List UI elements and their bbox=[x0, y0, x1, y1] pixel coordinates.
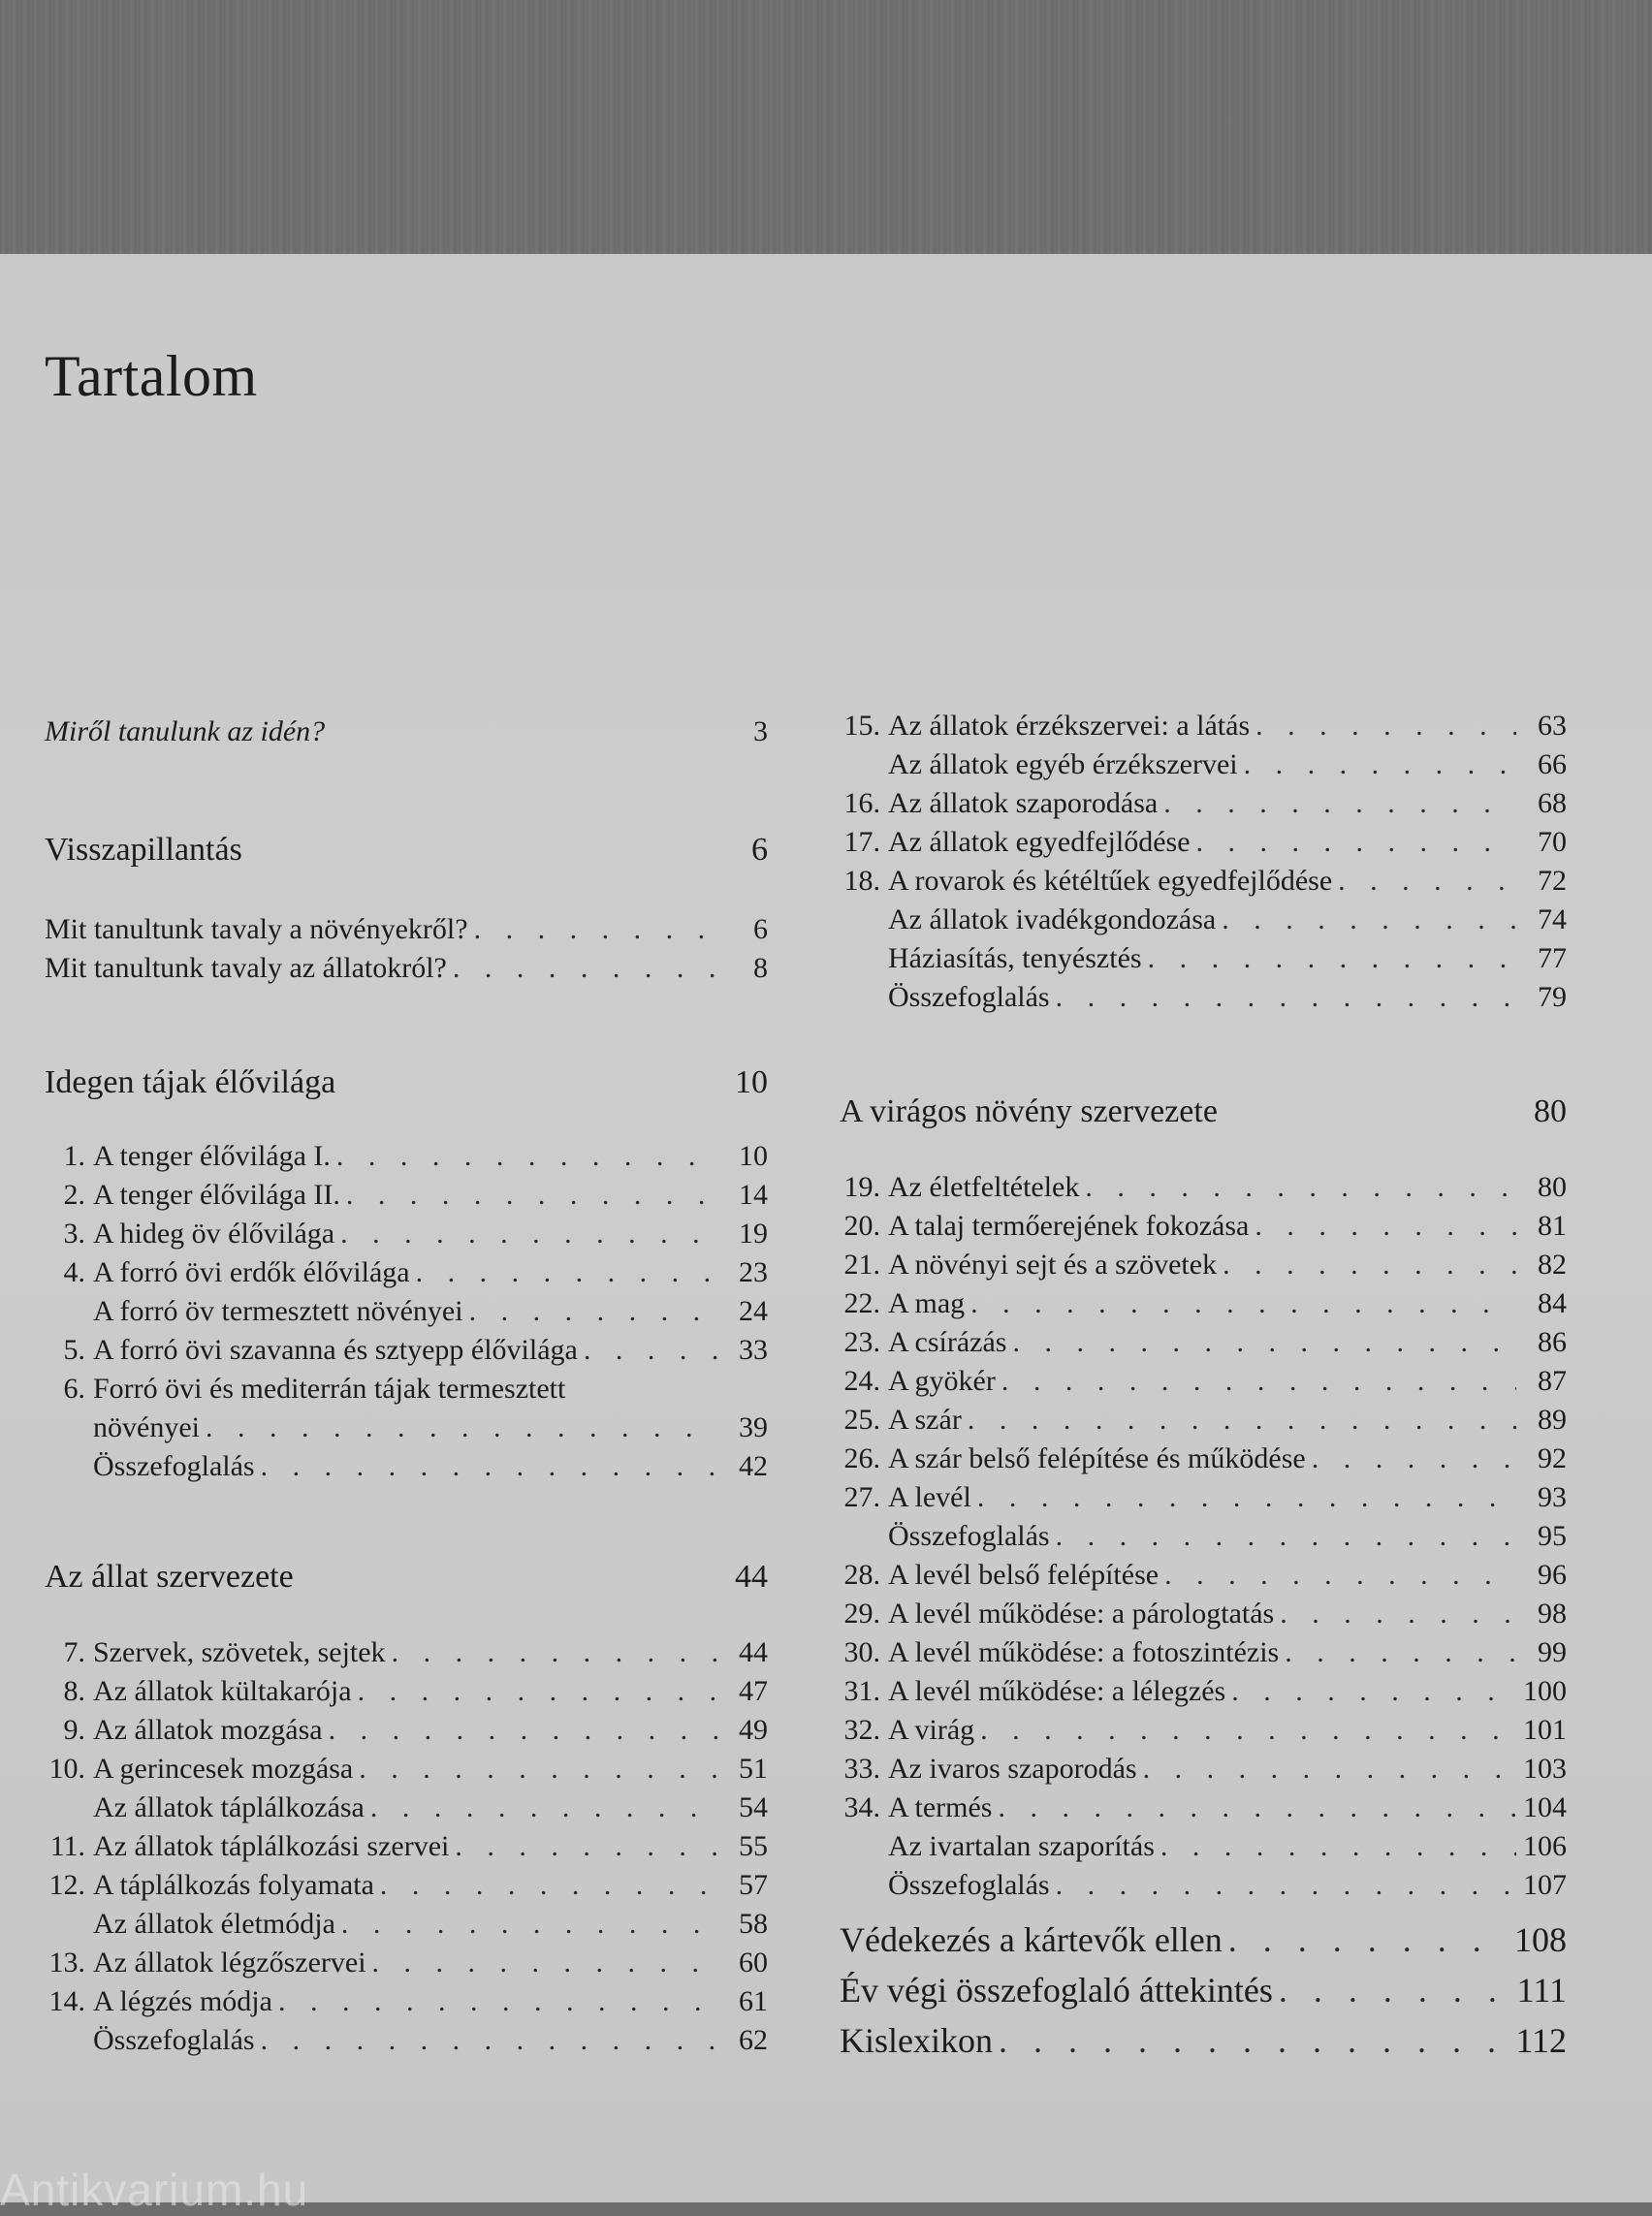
toc-entry-label: A talaj termőerejének fokozása bbox=[888, 1210, 1250, 1242]
toc-entry-label: Az állatok táplálkozása bbox=[93, 1791, 365, 1823]
toc-entry bbox=[35, 2024, 768, 2063]
toc-page-number: 33 bbox=[739, 1334, 768, 1366]
toc-page-number: 99 bbox=[1538, 1636, 1567, 1668]
toc-page-number: 39 bbox=[739, 1411, 768, 1443]
toc-entry-label: Az ivaros szaporodás bbox=[888, 1753, 1137, 1785]
toc-page-number: 103 bbox=[1523, 1753, 1567, 1785]
toc-page-number: 111 bbox=[1516, 1971, 1567, 2010]
chapter-number: 1. bbox=[63, 1140, 85, 1172]
toc-entry bbox=[830, 865, 1567, 903]
toc-page-number: 79 bbox=[1538, 981, 1567, 1013]
toc-page-number: 106 bbox=[1523, 1830, 1567, 1862]
dot-leader bbox=[1160, 1830, 1516, 1863]
toc-entry bbox=[35, 1908, 768, 1947]
toc-page-number: 93 bbox=[1538, 1481, 1567, 1513]
toc-entry-label: Az állatok mozgása bbox=[93, 1714, 323, 1746]
dot-leader bbox=[1056, 981, 1516, 1014]
dot-leader bbox=[1163, 787, 1516, 820]
toc-entry bbox=[830, 1714, 1567, 1753]
toc-page-number: 10 bbox=[739, 1140, 768, 1172]
toc-entry-label: Mit tanultunk tavaly az állatokról? bbox=[45, 952, 447, 984]
dot-leader bbox=[474, 913, 717, 946]
dot-leader bbox=[329, 1714, 717, 1747]
chapter-number: 22. bbox=[843, 1287, 880, 1319]
dot-leader bbox=[1056, 1869, 1516, 1902]
toc-page-number: 6 bbox=[751, 832, 768, 868]
toc-entry-label: A virág bbox=[888, 1714, 975, 1746]
toc-entry-label: Kislexikon bbox=[840, 2021, 993, 2060]
toc-page-number: 92 bbox=[1538, 1442, 1567, 1474]
toc-entry bbox=[830, 1636, 1567, 1675]
toc-entry-label: Összefoglalás bbox=[888, 1869, 1050, 1901]
chapter-number: 30. bbox=[843, 1636, 880, 1668]
toc-entry-label: A hideg öv élővilága bbox=[93, 1218, 335, 1250]
dot-leader bbox=[340, 1218, 717, 1250]
dot-leader bbox=[359, 1753, 717, 1786]
dot-leader bbox=[1148, 942, 1516, 975]
chapter-number: 21. bbox=[843, 1249, 880, 1281]
toc-entry-label: Az állatok táplálkozási szervei bbox=[93, 1830, 450, 1862]
dot-leader bbox=[1143, 1753, 1516, 1786]
toc-entry-label: Összefoglalás bbox=[888, 981, 1050, 1013]
chapter-number: 7. bbox=[63, 1636, 85, 1668]
chapter-number: 34. bbox=[843, 1791, 880, 1823]
toc-entry bbox=[830, 1675, 1567, 1714]
toc-entry bbox=[830, 1791, 1567, 1830]
toc-entry bbox=[35, 1140, 768, 1179]
dot-leader bbox=[968, 1404, 1516, 1437]
chapter-number: 16. bbox=[843, 787, 880, 819]
toc-entry-label: A virágos növény szervezete bbox=[840, 1093, 1218, 1129]
toc-entry-label: Év végi összefoglaló áttekintés bbox=[840, 1971, 1273, 2010]
toc-entry bbox=[830, 1481, 1567, 1520]
chapter-number: 24. bbox=[843, 1365, 880, 1397]
toc-entry-label: Idegen tájak élővilága bbox=[45, 1064, 336, 1100]
toc-entry bbox=[35, 1295, 768, 1334]
toc-entry bbox=[830, 1326, 1567, 1365]
dot-leader bbox=[1164, 1559, 1516, 1592]
toc-entry-label: A szár belső felépítése és működése bbox=[888, 1442, 1306, 1474]
chapter-number: 3. bbox=[63, 1218, 85, 1250]
toc-entry-label: A forró övi szavanna és sztyepp élővilága bbox=[93, 1334, 578, 1366]
toc-page-number: 3 bbox=[753, 715, 768, 747]
toc-entry-label: A levél működése: a párologtatás bbox=[888, 1598, 1275, 1630]
toc-entry bbox=[35, 1714, 768, 1753]
dot-leader bbox=[1223, 1249, 1516, 1282]
toc-page-number: 60 bbox=[739, 1947, 768, 1979]
chapter-number: 6. bbox=[63, 1373, 85, 1405]
chapter-number: 31. bbox=[843, 1675, 880, 1707]
page-title: Tartalom bbox=[45, 344, 258, 408]
toc-entry-label: Az ivartalan szaporítás bbox=[888, 1830, 1155, 1862]
dot-leader bbox=[1312, 1442, 1516, 1475]
toc-entry bbox=[830, 1249, 1567, 1287]
toc-entry-label: Az állatok életmódja bbox=[93, 1908, 335, 1940]
toc-entry bbox=[830, 1210, 1567, 1249]
toc-entry bbox=[830, 903, 1567, 942]
toc-page-number: 86 bbox=[1538, 1326, 1567, 1358]
toc-page-number: 82 bbox=[1538, 1249, 1567, 1281]
toc-entry-label: Szervek, szövetek, sejtek bbox=[93, 1636, 386, 1668]
toc-entry-label: A légzés módja bbox=[93, 1985, 272, 2017]
toc-entry-label: Összefoglalás bbox=[93, 1450, 255, 1482]
toc-entry bbox=[35, 1218, 768, 1256]
toc-entry-label: A gerincesek mozgása bbox=[93, 1753, 354, 1785]
toc-page-number: 44 bbox=[735, 1559, 768, 1595]
toc-entry bbox=[830, 1520, 1567, 1559]
toc-page-number: 107 bbox=[1523, 1869, 1567, 1901]
toc-entry bbox=[830, 1171, 1567, 1210]
toc-entry-label: A forró öv termesztett növényei bbox=[93, 1295, 463, 1327]
toc-entry-label: Védekezés a kártevők ellen bbox=[840, 1920, 1223, 1959]
toc-page-number: 77 bbox=[1538, 942, 1567, 974]
chapter-number: 14. bbox=[48, 1985, 85, 2017]
toc-entry bbox=[830, 942, 1567, 981]
toc-entry-major bbox=[840, 2020, 1567, 2059]
book-page bbox=[0, 254, 1652, 2215]
toc-entry bbox=[35, 1830, 768, 1869]
chapter-number: 26. bbox=[843, 1442, 880, 1474]
toc-page-number: 70 bbox=[1538, 826, 1567, 858]
toc-entry bbox=[35, 1636, 768, 1675]
dot-leader bbox=[1244, 748, 1516, 781]
toc-entry-label: A levél belső felépítése bbox=[888, 1559, 1160, 1591]
watermark-text: Antikvarium.hu bbox=[0, 2165, 309, 2215]
toc-page-number: 54 bbox=[739, 1791, 768, 1823]
toc-page-number: 80 bbox=[1534, 1093, 1567, 1129]
toc-entry bbox=[830, 1830, 1567, 1869]
dot-leader bbox=[453, 952, 717, 985]
chapter-number: 8. bbox=[63, 1675, 85, 1707]
toc-entry bbox=[830, 1287, 1567, 1326]
toc-entry bbox=[35, 1179, 768, 1218]
toc-page-number: 74 bbox=[1538, 903, 1567, 935]
toc-entry-label: A termés bbox=[888, 1791, 993, 1823]
chapter-number: 28. bbox=[843, 1559, 880, 1591]
toc-page-number: 51 bbox=[739, 1753, 768, 1785]
chapter-number: 29. bbox=[843, 1598, 880, 1630]
dot-leader bbox=[970, 1287, 1516, 1320]
toc-entry-label: Háziasítás, tenyésztés bbox=[888, 942, 1142, 974]
dot-leader bbox=[999, 2020, 1509, 2061]
chapter-number: 19. bbox=[843, 1171, 880, 1203]
chapter-number: 5. bbox=[63, 1334, 85, 1366]
dot-leader bbox=[1085, 1171, 1516, 1204]
toc-page-number: 49 bbox=[739, 1714, 768, 1746]
dot-leader bbox=[1228, 1919, 1509, 1960]
toc-page-number: 101 bbox=[1523, 1714, 1567, 1746]
toc-page-number: 62 bbox=[739, 2024, 768, 2056]
toc-page-number: 42 bbox=[739, 1450, 768, 1482]
toc-entry-label: növényei bbox=[93, 1411, 200, 1443]
dot-leader bbox=[1012, 1326, 1516, 1359]
dot-leader bbox=[1222, 903, 1516, 936]
dot-leader bbox=[1338, 865, 1516, 898]
toc-entry-label: Az állatok ivadékgondozása bbox=[888, 903, 1217, 935]
toc-section-heading bbox=[840, 1093, 1567, 1132]
chapter-number: 15. bbox=[843, 710, 880, 742]
toc-entry bbox=[35, 1373, 768, 1411]
dot-leader bbox=[336, 1140, 717, 1173]
toc-entry bbox=[830, 1404, 1567, 1442]
dot-leader bbox=[1001, 1365, 1516, 1398]
toc-entry bbox=[830, 787, 1567, 826]
dot-leader bbox=[1056, 1520, 1516, 1553]
toc-page-number: 112 bbox=[1515, 2021, 1567, 2060]
toc-entry bbox=[35, 1985, 768, 2024]
toc-entry bbox=[35, 1675, 768, 1714]
toc-entry-major bbox=[840, 1919, 1567, 1958]
toc-entry bbox=[45, 952, 768, 991]
toc-entry bbox=[35, 1411, 768, 1450]
dot-leader bbox=[1285, 1636, 1516, 1669]
toc-entry-label: A szár bbox=[888, 1404, 962, 1436]
chapter-number: 25. bbox=[843, 1404, 880, 1436]
toc-entry-label: Az állat szervezete bbox=[45, 1559, 294, 1595]
toc-entry bbox=[35, 1334, 768, 1373]
toc-entry-label: Az életfeltételek bbox=[888, 1171, 1080, 1203]
toc-entry-label: A táplálkozás folyamata bbox=[93, 1869, 374, 1901]
toc-page-number: 84 bbox=[1538, 1287, 1567, 1319]
toc-entry-label: Az állatok szaporodása bbox=[888, 787, 1159, 819]
toc-entry bbox=[830, 1753, 1567, 1791]
toc-entry bbox=[35, 1753, 768, 1791]
toc-entry-label: Mit tanultunk tavaly a növényekről? bbox=[45, 913, 468, 945]
chapter-number: 17. bbox=[843, 826, 880, 858]
toc-entry-label: A forró övi erdők élővilága bbox=[93, 1256, 410, 1288]
toc-section-heading bbox=[45, 1559, 768, 1598]
toc-page-number: 6 bbox=[753, 913, 768, 945]
toc-entry-label: Az állatok egyéb érzékszervei bbox=[888, 748, 1238, 780]
chapter-number: 10. bbox=[48, 1753, 85, 1785]
toc-entry bbox=[830, 1869, 1567, 1908]
toc-page-number: 68 bbox=[1538, 787, 1567, 819]
chapter-number: 11. bbox=[49, 1830, 85, 1862]
toc-entry-label: Visszapillantás bbox=[45, 832, 242, 868]
toc-page-number: 24 bbox=[739, 1295, 768, 1327]
dot-leader bbox=[1279, 1970, 1511, 2010]
dot-leader bbox=[380, 1869, 717, 1902]
toc-section-heading bbox=[45, 1064, 768, 1103]
dot-leader bbox=[206, 1411, 717, 1444]
chapter-number: 27. bbox=[843, 1481, 880, 1513]
toc-entry-label: Forró övi és mediterrán tájak termesztett bbox=[93, 1373, 566, 1405]
toc-entry-label: A mag bbox=[888, 1287, 966, 1319]
dot-leader bbox=[455, 1830, 717, 1863]
toc-page-number: 98 bbox=[1538, 1598, 1567, 1630]
chapter-number: 33. bbox=[843, 1753, 880, 1785]
toc-entry-label: Összefoglalás bbox=[888, 1520, 1050, 1552]
chapter-number: 13. bbox=[48, 1947, 85, 1979]
chapter-number: 12. bbox=[48, 1869, 85, 1901]
toc-page-number: 23 bbox=[739, 1256, 768, 1288]
toc-entry-intro bbox=[45, 715, 768, 754]
toc-entry-label: Az állatok kültakarója bbox=[93, 1675, 352, 1707]
toc-entry bbox=[830, 981, 1567, 1020]
dot-leader bbox=[370, 1791, 717, 1824]
toc-entry-label: Az állatok légzőszervei bbox=[93, 1947, 366, 1979]
toc-entry-label: A levél működése: a fotoszintézis bbox=[888, 1636, 1280, 1668]
chapter-number: 4. bbox=[63, 1256, 85, 1288]
dot-leader bbox=[1255, 710, 1516, 743]
toc-entry-label: A csírázás bbox=[888, 1326, 1007, 1358]
toc-page-number: 108 bbox=[1514, 1920, 1567, 1959]
toc-page-number: 96 bbox=[1538, 1559, 1567, 1591]
toc-entry-label: A rovarok és kétéltűek egyedfejlődése bbox=[888, 865, 1333, 897]
toc-page-number: 100 bbox=[1523, 1675, 1567, 1707]
dot-leader bbox=[261, 1450, 717, 1483]
toc-page-number: 89 bbox=[1538, 1404, 1567, 1436]
toc-page-number: 80 bbox=[1538, 1171, 1567, 1203]
dot-leader bbox=[358, 1675, 717, 1708]
dot-leader bbox=[1280, 1598, 1516, 1630]
toc-page-number: 14 bbox=[739, 1179, 768, 1211]
toc-entry bbox=[830, 1442, 1567, 1481]
toc-entry bbox=[830, 826, 1567, 865]
dot-leader bbox=[1196, 826, 1516, 859]
toc-entry bbox=[830, 1598, 1567, 1636]
toc-entry bbox=[830, 748, 1567, 787]
dot-leader bbox=[372, 1947, 717, 1979]
dot-leader bbox=[346, 1179, 717, 1212]
dot-leader bbox=[416, 1256, 717, 1289]
toc-entry bbox=[830, 710, 1567, 748]
toc-section-heading bbox=[45, 832, 768, 871]
dot-leader bbox=[261, 2024, 717, 2057]
toc-page-number: 95 bbox=[1538, 1520, 1567, 1552]
toc-entry-label: Összefoglalás bbox=[93, 2024, 255, 2056]
toc-page-number: 61 bbox=[739, 1985, 768, 2017]
toc-page-number: 66 bbox=[1538, 748, 1567, 780]
toc-page-number: 10 bbox=[735, 1064, 768, 1100]
toc-entry-major bbox=[840, 1970, 1567, 2009]
toc-page-number: 87 bbox=[1538, 1365, 1567, 1397]
chapter-number: 32. bbox=[843, 1714, 880, 1746]
chapter-number: 20. bbox=[843, 1210, 880, 1242]
dot-leader bbox=[977, 1481, 1516, 1514]
dot-leader bbox=[998, 1791, 1516, 1824]
toc-entry bbox=[35, 1947, 768, 1985]
toc-entry bbox=[35, 1791, 768, 1830]
chapter-number: 2. bbox=[63, 1179, 85, 1211]
toc-entry bbox=[35, 1450, 768, 1489]
toc-entry-label: A tenger élővilága II. bbox=[93, 1179, 340, 1211]
toc-entry bbox=[45, 913, 768, 952]
dot-leader bbox=[980, 1714, 1516, 1747]
dot-leader bbox=[1255, 1210, 1516, 1243]
toc-entry-label: Miről tanulunk az idén? bbox=[45, 715, 326, 747]
toc-page-number: 55 bbox=[739, 1830, 768, 1862]
toc-page-number: 19 bbox=[739, 1218, 768, 1250]
chapter-number: 23. bbox=[843, 1326, 880, 1358]
dot-leader bbox=[341, 1908, 717, 1941]
dot-leader bbox=[1231, 1675, 1516, 1708]
dot-leader bbox=[584, 1334, 717, 1367]
toc-entry bbox=[35, 1869, 768, 1908]
toc-page-number: 58 bbox=[739, 1908, 768, 1940]
chapter-number: 18. bbox=[843, 865, 880, 897]
toc-entry-label: Az állatok egyedfejlődése bbox=[888, 826, 1191, 858]
toc-entry bbox=[830, 1559, 1567, 1598]
dot-leader bbox=[469, 1295, 717, 1328]
chapter-number: 9. bbox=[63, 1714, 85, 1746]
toc-page-number: 72 bbox=[1538, 865, 1567, 897]
toc-page-number: 8 bbox=[753, 952, 768, 984]
toc-page-number: 104 bbox=[1523, 1791, 1567, 1823]
toc-page-number: 57 bbox=[739, 1869, 768, 1901]
toc-entry-label: A növényi sejt és a szövetek bbox=[888, 1249, 1218, 1281]
toc-entry-label: Az állatok érzékszervei: a látás bbox=[888, 710, 1251, 742]
toc-entry-label: A gyökér bbox=[888, 1365, 996, 1397]
toc-entry-label: A tenger élővilága I. bbox=[93, 1140, 331, 1172]
toc-page-number: 44 bbox=[739, 1636, 768, 1668]
toc-entry bbox=[830, 1365, 1567, 1404]
toc-page-number: 63 bbox=[1538, 710, 1567, 742]
toc-page-number: 47 bbox=[739, 1675, 768, 1707]
dot-leader bbox=[392, 1636, 717, 1669]
dot-leader bbox=[278, 1985, 717, 2018]
background-surface bbox=[0, 0, 1652, 273]
toc-page-number: 81 bbox=[1538, 1210, 1567, 1242]
toc-entry-label: A levél bbox=[888, 1481, 971, 1513]
toc-entry bbox=[35, 1256, 768, 1295]
toc-entry-label: A levél működése: a lélegzés bbox=[888, 1675, 1226, 1707]
